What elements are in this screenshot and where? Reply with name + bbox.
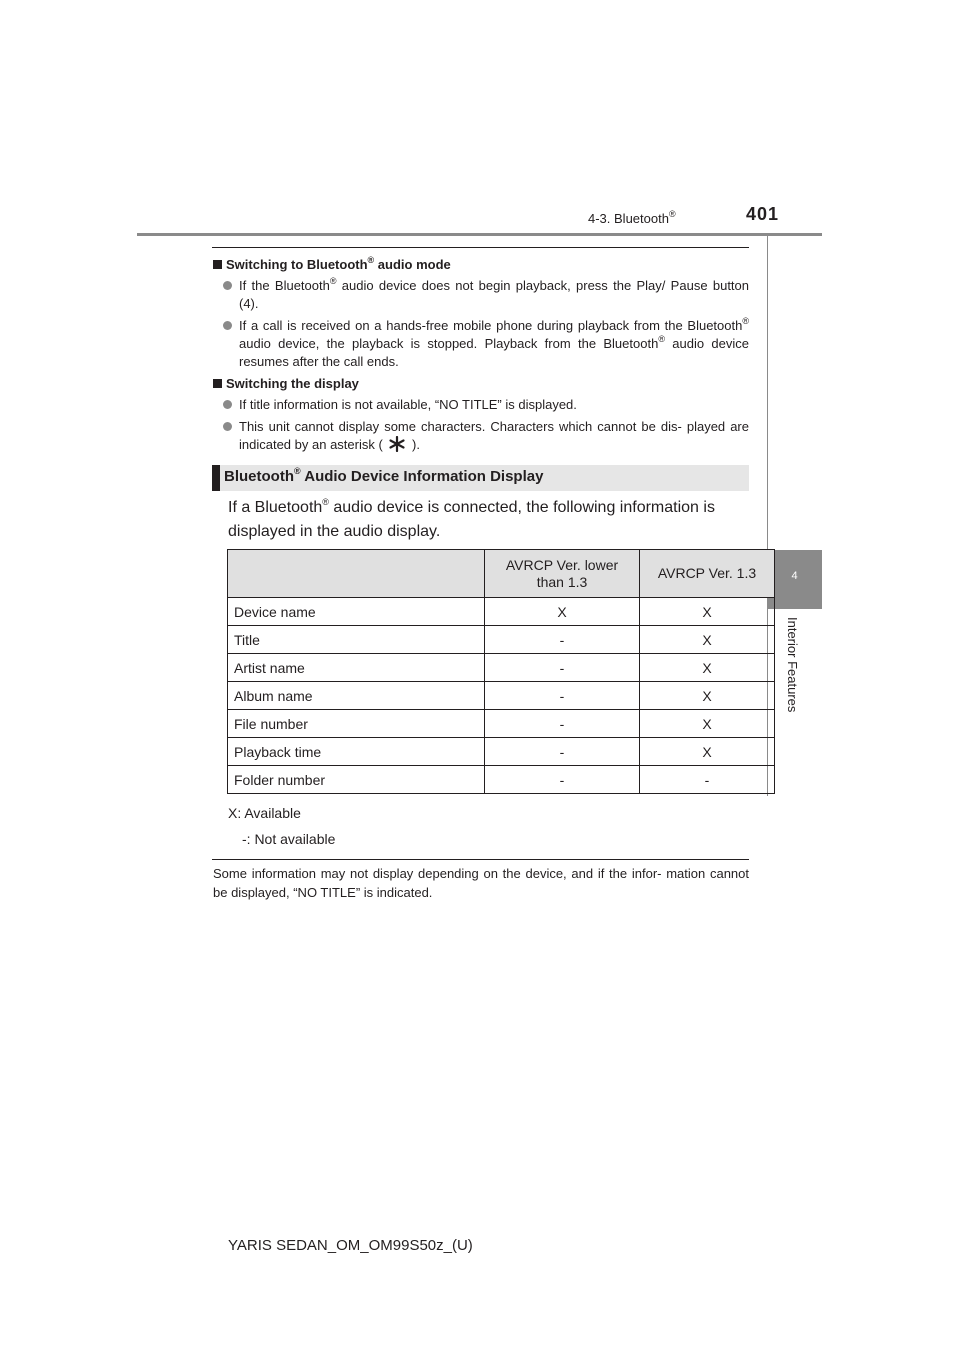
table-cell: - xyxy=(485,654,640,682)
table-cell: X xyxy=(640,710,775,738)
table-row xyxy=(228,626,775,654)
table-header-cell: AVRCP Ver. lower than 1.3 xyxy=(485,550,640,598)
table-cell: Folder number xyxy=(228,766,485,794)
legend-not-available: -: Not available xyxy=(242,831,336,847)
table-row xyxy=(228,598,775,626)
circle-bullet-icon xyxy=(223,281,232,290)
table-cell: - xyxy=(485,682,640,710)
section-title: Bluetooth® Audio Device Information Display xyxy=(224,466,544,485)
square-bullet-icon xyxy=(213,260,222,269)
table-cell: Artist name xyxy=(228,654,485,682)
table-row xyxy=(228,766,775,794)
table-cell: X xyxy=(640,738,775,766)
header-rule xyxy=(137,233,822,236)
chapter-number: 4 xyxy=(791,570,798,582)
table-cell: - xyxy=(485,738,640,766)
table-cell: X xyxy=(485,598,640,626)
note-rule xyxy=(212,859,749,860)
table-cell: Playback time xyxy=(228,738,485,766)
heading-switching-display: Switching the display xyxy=(213,376,359,391)
table-cell: Device name xyxy=(228,598,485,626)
table-cell: Album name xyxy=(228,682,485,710)
circle-bullet-icon xyxy=(223,321,232,330)
table-cell: Title xyxy=(228,626,485,654)
header-section-title: 4-3. Bluetooth® xyxy=(588,208,676,226)
bullet-playback-start: If the Bluetooth® audio device does not begin playback, press the Play/ Pause button (4). xyxy=(223,277,749,313)
bullet-call-received: If a call is received on a hands-free mobile phone during playback from the Bluetooth® audio device, the playback is stopped. Playback from the Bluetooth® audio device resumes after the call ends. xyxy=(223,317,749,371)
chapter-tab xyxy=(767,550,822,609)
section-title-bar xyxy=(212,465,220,491)
table-cell: X xyxy=(640,654,775,682)
section-title-box xyxy=(212,465,749,491)
asterisk-icon xyxy=(386,436,408,452)
table-cell: X xyxy=(640,682,775,710)
table-header-row xyxy=(228,550,775,598)
table-row xyxy=(228,682,775,710)
table-cell: - xyxy=(485,626,640,654)
circle-bullet-icon xyxy=(223,400,232,409)
table-cell: X xyxy=(640,598,775,626)
info-display-table xyxy=(227,549,775,794)
bullet-asterisk: This unit cannot display some characters. Characters which cannot be dis- played are indicated by an asterisk ( ). xyxy=(223,418,749,454)
table-cell: File number xyxy=(228,710,485,738)
chapter-title: Interior Features xyxy=(785,617,800,713)
table-row xyxy=(228,710,775,738)
intro-paragraph: If a Bluetooth® audio device is connected, the following information is displayed in the audio display. xyxy=(228,496,715,540)
table-header-cell: AVRCP Ver. 1.3 xyxy=(640,550,775,598)
content-top-rule xyxy=(212,247,749,248)
heading-switching-audio-mode: Switching to Bluetooth® audio mode xyxy=(213,257,451,272)
bullet-no-title: If title information is not available, “NO TITLE” is displayed. xyxy=(223,396,749,414)
table-cell: X xyxy=(640,626,775,654)
table-cell: - xyxy=(485,766,640,794)
square-bullet-icon xyxy=(213,379,222,388)
footer-doc-id: YARIS SEDAN_OM_OM99S50z_(U) xyxy=(228,1237,473,1254)
table-cell: - xyxy=(640,766,775,794)
legend-available: X: Available xyxy=(228,805,301,821)
page-number: 401 xyxy=(746,204,780,224)
table-cell: - xyxy=(485,710,640,738)
table-header-cell xyxy=(228,550,485,598)
circle-bullet-icon xyxy=(223,422,232,431)
table-row xyxy=(228,738,775,766)
table-row xyxy=(228,654,775,682)
note-paragraph: Some information may not display depending on the device, and if the infor- mation cannot be displayed, “NO TITLE” is indicated. xyxy=(213,866,749,900)
